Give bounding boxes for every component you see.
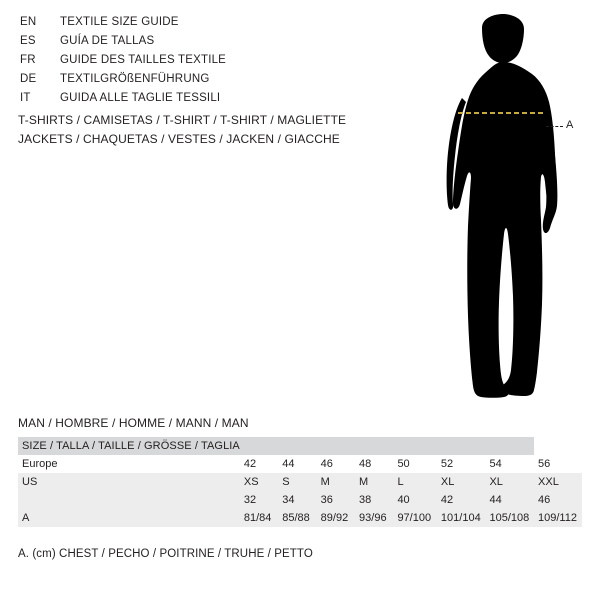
cell-value: 56	[534, 455, 582, 473]
cell-value: M	[355, 473, 393, 491]
table-row	[18, 473, 582, 491]
table-header-spacer	[240, 437, 278, 455]
cell-value: 46	[534, 491, 582, 509]
table-header-spacer	[393, 437, 436, 455]
legend-row	[20, 35, 420, 54]
measurement-footnote: A. (cm) CHEST / PECHO / POITRINE / TRUHE / PETTO	[18, 548, 313, 560]
legend-row	[20, 92, 420, 111]
measure-leader-line	[546, 126, 563, 127]
cell-value: 42	[437, 491, 486, 509]
legend-language-code: IT	[20, 92, 31, 104]
table-header-spacer	[437, 437, 486, 455]
legend-row	[20, 73, 420, 92]
cell-value: L	[393, 473, 436, 491]
cell-value: S	[278, 473, 316, 491]
table-header-label: SIZE / TALLA / TAILLE / GRÖSSE / TAGLIA	[18, 437, 240, 455]
garment-line-tshirts: T-SHIRTS / CAMISETAS / T-SHIRT / T-SHIRT / MAGLIETTE	[18, 113, 347, 127]
cell-value: 89/92	[317, 509, 355, 527]
cell-value: 42	[240, 455, 278, 473]
table-row	[18, 491, 582, 509]
cell-value: 109/112	[534, 509, 582, 527]
cell-value: XS	[240, 473, 278, 491]
cell-value: 52	[437, 455, 486, 473]
cell-value: 105/108	[485, 509, 534, 527]
cell-value: 38	[355, 491, 393, 509]
cell-value: 40	[393, 491, 436, 509]
cell-value: 97/100	[393, 509, 436, 527]
row-label-a: A	[18, 509, 240, 527]
cell-value: 46	[317, 455, 355, 473]
cell-value: 101/104	[437, 509, 486, 527]
language-legend	[20, 16, 420, 111]
cell-value: 85/88	[278, 509, 316, 527]
row-label-us: US	[18, 473, 240, 491]
legend-language-text: GUIDE DES TAILLES TEXTILE	[60, 54, 227, 66]
legend-language-text: GUIDA ALLE TAGLIE TESSILI	[60, 92, 221, 104]
legend-row	[20, 54, 420, 73]
cell-value: 81/84	[240, 509, 278, 527]
table-title-man: MAN / HOMBRE / HOMME / MANN / MAN	[18, 416, 249, 430]
cell-value: XL	[485, 473, 534, 491]
table-row	[18, 509, 582, 527]
cell-value: 34	[278, 491, 316, 509]
table-row	[18, 455, 582, 473]
row-label-blank	[18, 491, 240, 509]
cell-value: 44	[485, 491, 534, 509]
cell-value: 36	[317, 491, 355, 509]
cell-value: 48	[355, 455, 393, 473]
legend-row	[20, 16, 420, 35]
garment-line-jackets: JACKETS / CHAQUETAS / VESTES / JACKEN / GIACCHE	[18, 132, 340, 146]
size-table	[18, 437, 582, 527]
garment-type-headings	[18, 111, 346, 149]
male-silhouette-illustration	[400, 14, 600, 399]
cell-value: 50	[393, 455, 436, 473]
legend-language-text: TEXTILE SIZE GUIDE	[60, 16, 179, 28]
cell-value: 32	[240, 491, 278, 509]
silhouette-svg	[400, 14, 600, 399]
measure-label-a: A	[566, 119, 574, 131]
legend-language-code: ES	[20, 35, 36, 47]
legend-language-code: DE	[20, 73, 37, 85]
head-shape	[482, 14, 524, 63]
legend-language-text: GUÍA DE TALLAS	[60, 35, 155, 47]
table-header-spacer	[355, 437, 393, 455]
table-header-spacer	[278, 437, 316, 455]
cell-value: XXL	[534, 473, 582, 491]
cell-value: XL	[437, 473, 486, 491]
table-header-spacer	[317, 437, 355, 455]
cell-value: 44	[278, 455, 316, 473]
table-header-spacer	[485, 437, 534, 455]
table-header-row	[18, 437, 582, 455]
cell-value: 54	[485, 455, 534, 473]
cell-value: M	[317, 473, 355, 491]
cell-value: 93/96	[355, 509, 393, 527]
row-label-europe: Europe	[18, 455, 240, 473]
legend-language-code: FR	[20, 54, 36, 66]
legend-language-code: EN	[20, 16, 37, 28]
legend-language-text: TEXTILGRÖßENFÜHRUNG	[60, 73, 210, 85]
